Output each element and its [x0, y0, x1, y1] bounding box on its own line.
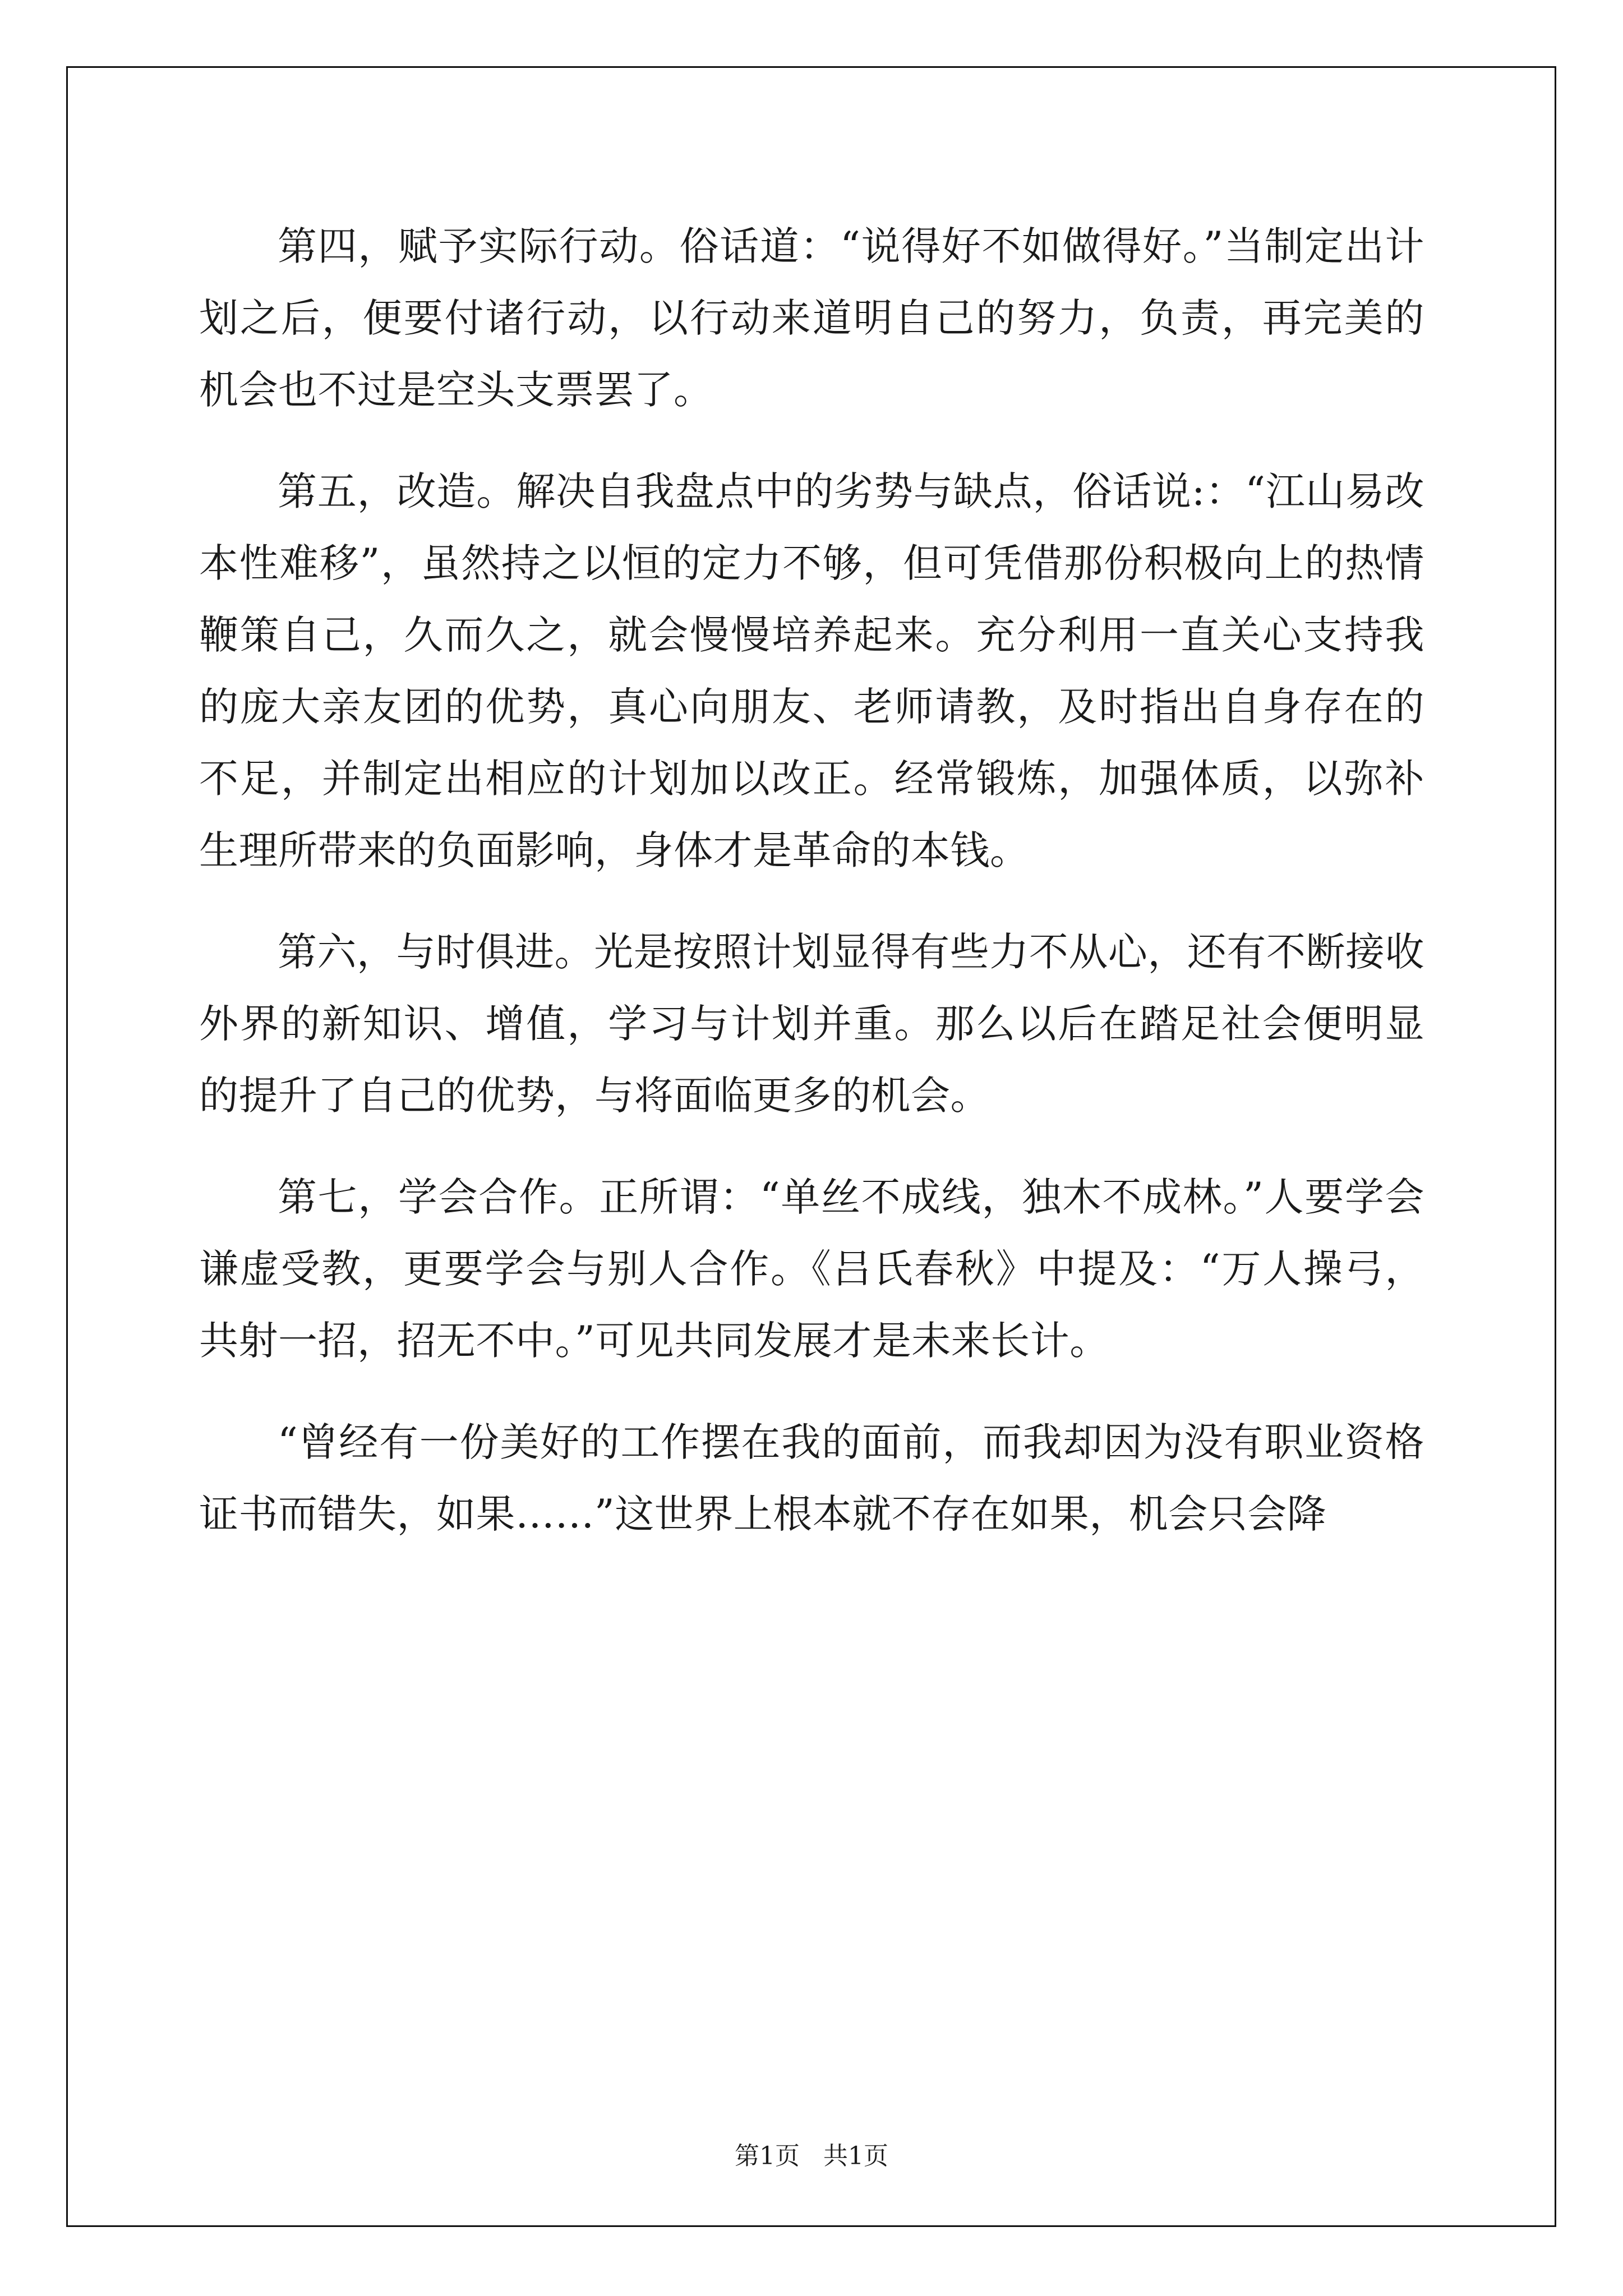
paragraph-fifth: 第五，改造。解决自我盘点中的劣势与缺点，俗话说:：“江山易改本性难移”，虽然持之以恒的定力不够，但可凭借那份积极向上的热情鞭策自己，久而久之，就会慢慢培养起来。充分利用一直关心支持我的庞大亲友团的优势，真心向朋友、老师请教，及时指出自身存在的不足，并制定出相应的计划加以改正。经常锻炼，加强体质，以弥补生理所带来的负面影响，身体才是革命的本钱。 [199, 468, 1424, 873]
paragraph-sixth: 第六，与时俱进。光是按照计划显得有些力不从心，还有不断接收外界的新知识、增值，学习与计划并重。那么以后在踏足社会便明显的提升了自己的优势，与将面临更多的机会。 [199, 929, 1424, 1119]
paragraph-closing: “曾经有一份美好的工作摆在我的面前，而我却因为没有职业资格证书而错失，如果……”这世界上根本就不存在如果，机会只会降 [199, 1419, 1424, 1537]
document-body [199, 210, 1424, 1550]
paragraph-seventh: 第七，学会合作。正所谓：“单丝不成线，独木不成林。”人要学会谦虚受教，更要学会与别人合作。《吕氏春秋》中提及：“万人操弓，共射一招，招无不中。”可见共同发展才是未来长计。 [199, 1174, 1424, 1364]
paragraph-fourth: 第四，赋予实际行动。俗话道：“说得好不如做得好。”当制定出计划之后，便要付诸行动，以行动来道明自己的努力，负责，再完美的机会也不过是空头支票罢了。 [199, 223, 1424, 413]
page-number: 第1页 共1页 [735, 2142, 888, 2170]
